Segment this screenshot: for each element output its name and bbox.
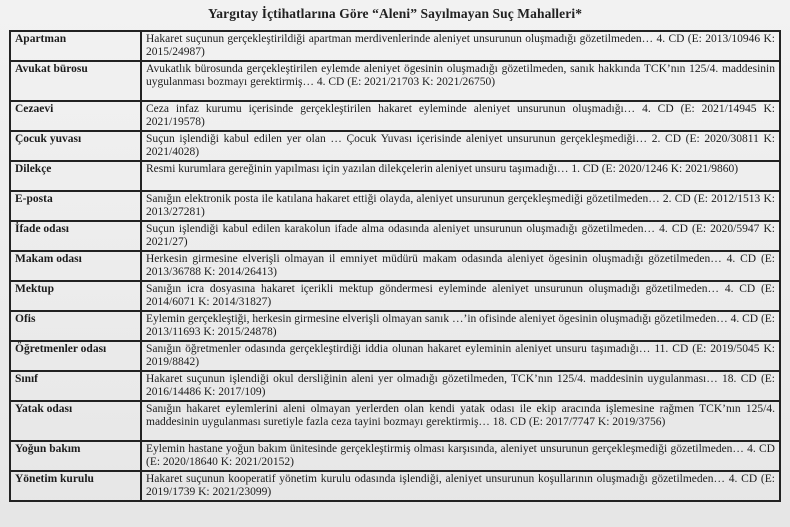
table-row xyxy=(10,191,780,221)
description-cell: Suçun işlendiği kabul edilen karakolun ifade alma odasında aleniyet unsurunun oluşmadığı gözetilmeden… 4. CD (E: 2020/5947 K: 2021/27) xyxy=(141,221,780,251)
table-row xyxy=(10,311,780,341)
description-cell: Avukatlık bürosunda gerçekleştirilen eylemde aleniyet ögesinin oluşmadığı gözetilmeden, sanık hakkında TCK’nın 125/4. maddesinin uygulanması bozmayı gerektirmiş… 4. CD (E: 2021/21703 K: 2021/26750) xyxy=(141,61,780,101)
description-cell: Hakaret suçunun gerçekleştirildiği apartman merdivenlerinde aleniyet unsurunun oluşmadığı gözetilmeden… 4. CD (E: 2013/10946 K: 2015/24987) xyxy=(141,31,780,61)
description-cell: Sanığın icra dosyasına hakaret içerikli mektup göndermesi eyleminde aleniyet unsurunun oluşmadığı gözetilmeden… 4. CD (E: 2014/6071 K: 2014/31827) xyxy=(141,281,780,311)
term-cell: Yoğun bakım xyxy=(10,441,141,471)
description-cell: Eylemin gerçekleştiği, herkesin girmesine elverişli olmayan sanık …’in ofisinde aleniyet ögesinin oluşmadığı gözetilmeden… 4. CD (E: 2013/11693 K: 2015/24878) xyxy=(141,311,780,341)
description-cell: Eylemin hastane yoğun bakım ünitesinde gerçekleştirmiş olması karşısında, aleniyet unsurunun gerçekleşmediği gözetilmeden… 4. CD (E: 2020/18640 K: 2021/20152) xyxy=(141,441,780,471)
term-cell: E-posta xyxy=(10,191,141,221)
term-cell: Cezaevi xyxy=(10,101,141,131)
table-row xyxy=(10,161,780,191)
description-cell: Herkesin girmesine elverişli olmayan il emniyet müdürü makam odasında aleniyet ögesinin oluşmadığı gözetilmeden… 4. CD (E: 2013/36788 K: 2014/26413) xyxy=(141,251,780,281)
table-row xyxy=(10,221,780,251)
table-row xyxy=(10,441,780,471)
document-title: Yargıtay İçtihatlarına Göre “Aleni” Sayılmayan Suç Mahalleri* xyxy=(207,6,583,21)
table-row xyxy=(10,281,780,311)
term-cell: Yatak odası xyxy=(10,401,141,441)
term-cell: Ofis xyxy=(10,311,141,341)
description-cell: Suçun işlendiği kabul edilen yer olan … Çocuk Yuvası içerisinde aleniyet unsurunun gerçekleşmediği… 2. CD (E: 2020/30811 K: 2021/4028) xyxy=(141,131,780,161)
crime-scene-table xyxy=(9,30,781,502)
term-cell: Sınıf xyxy=(10,371,141,401)
table-row xyxy=(10,341,780,371)
term-cell: Çocuk yuvası xyxy=(10,131,141,161)
term-cell: Öğretmenler odası xyxy=(10,341,141,371)
description-cell: Sanığın öğretmenler odasında gerçekleştirdiği iddia olunan hakaret eyleminin aleniyet unsuru taşımadığı… 11. CD (E: 2019/5045 K: 2019/8842) xyxy=(141,341,780,371)
table-row xyxy=(10,251,780,281)
description-cell: Hakaret suçunun işlendiği okul dersliğinin aleni yer olmadığı gözetilmeden, TCK’nın 125/4. maddesinin uygulanması… 18. CD (E: 2016/14486 K: 2017/109) xyxy=(141,371,780,401)
term-cell: Mektup xyxy=(10,281,141,311)
table-row xyxy=(10,471,780,501)
term-cell: Dilekçe xyxy=(10,161,141,191)
table-row xyxy=(10,371,780,401)
term-cell: İfade odası xyxy=(10,221,141,251)
term-cell: Yönetim kurulu xyxy=(10,471,141,501)
description-cell: Ceza infaz kurumu içerisinde gerçekleştirilen hakaret eyleminde aleniyet unsurunun oluşmadığı… 4. CD (E: 2021/14945 K: 2021/19578) xyxy=(141,101,780,131)
description-cell: Sanığın hakaret eylemlerini aleni olmayan yerlerden olan kendi yatak odası ile ekip aracında işlemesine rağmen TCK’nın 125/4. maddesinin uygulanması suretiyle fazla ceza tayini bozmayı gerektirmiş… 18. CD (E: 2017/7747 K: 2019/3756) xyxy=(141,401,780,441)
table-row xyxy=(10,61,780,101)
table-row xyxy=(10,131,780,161)
term-cell: Makam odası xyxy=(10,251,141,281)
table-row xyxy=(10,101,780,131)
description-cell: Resmi kurumlara gereğinin yapılması için yazılan dilekçelerin aleniyet unsuru taşımadığı… 1. CD (E: 2020/1246 K: 2021/9860) xyxy=(141,161,780,191)
table-row xyxy=(10,401,780,441)
table-row xyxy=(10,31,780,61)
term-cell: Avukat bürosu xyxy=(10,61,141,101)
description-cell: Sanığın elektronik posta ile katılana hakaret ettiği olayda, aleniyet unsurunun gerçekleşmediği gözetilmeden… 2. CD (E: 2012/1513 K: 2013/27281) xyxy=(141,191,780,221)
description-cell: Hakaret suçunun kooperatif yönetim kurulu odasında işlendiği, aleniyet unsurunun koşullarının oluşmadığı gözetilmeden… 4. CD (E: 2019/1739 K: 2021/23099) xyxy=(141,471,780,501)
term-cell: Apartman xyxy=(10,31,141,61)
